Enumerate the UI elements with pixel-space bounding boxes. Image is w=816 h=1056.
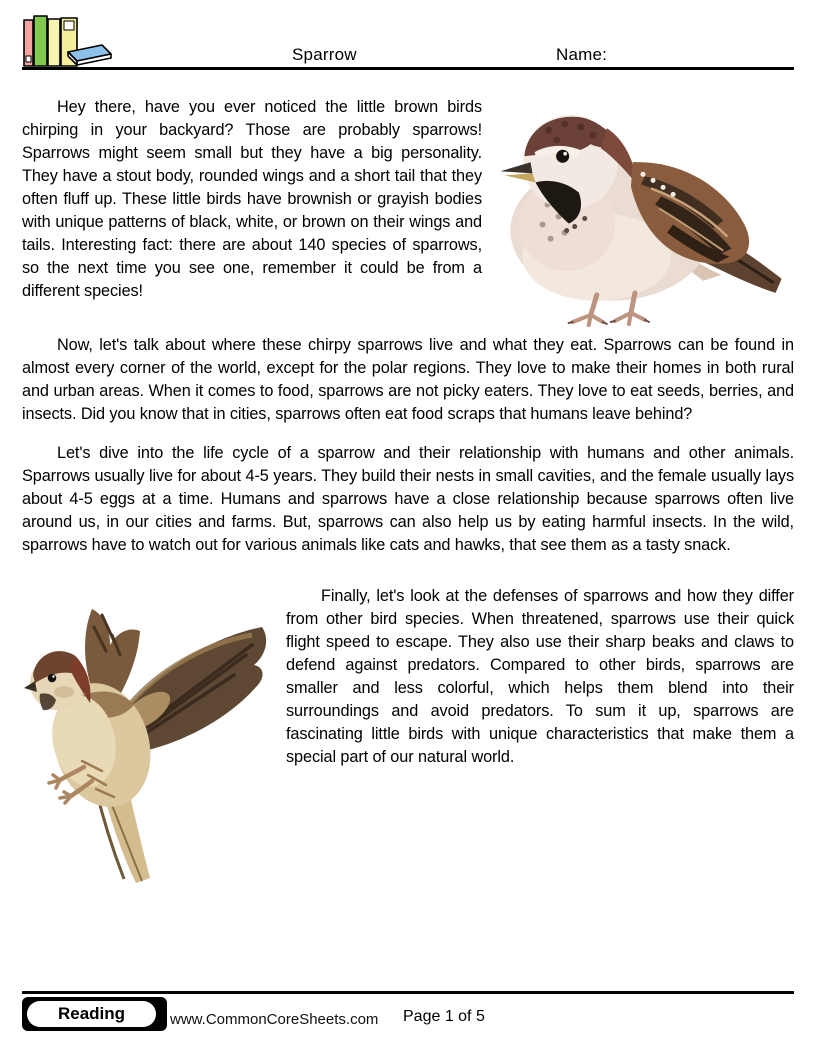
paragraph-4: Finally, let's look at the defenses of sparrows and how they differ from other bird species. When threatened, sparrows use their quick flight speed to escape. They also use their sharp beaks and claws to defend against predators. Compared to other birds, sparrows are smaller and less colorful, which helps them blend into their surroundings and avoid predators. To sum it up, sparrows are fascinating little birds with unique characteristics that make them a special part of our natural world. <box>286 587 794 766</box>
defenses-section <box>22 573 794 769</box>
books-logo-icon <box>22 12 114 68</box>
house-sparrow-standing-illustration <box>492 102 794 328</box>
house-sparrow-flying-illustration <box>22 599 274 891</box>
page-footer <box>22 991 794 1056</box>
page-title: Sparrow <box>292 45 357 64</box>
website-url: www.CommonCoreSheets.com <box>170 1011 379 1028</box>
paragraph-1: Hey there, have you ever noticed the little brown birds chirping in your backyard? Those are probably sparrows! Sparrows might seem small but they have a big personality. They have a stout body, rounded wings and a short tail that they often fluff up. These little birds have brownish or grayish bodies with unique patterns of black, white, or brown on their wings and tails. Interesting fact: there are about 140 species of sparrows, so the next time you see one, remember it could be from a different species! <box>22 98 482 300</box>
page-header <box>22 0 794 70</box>
flying-sparrow-image <box>22 599 274 891</box>
paragraph-3: Let's dive into the life cycle of a sparrow and their relationship with humans and other animals. Sparrows usually live for about 4-5 years. They build their nests in small cavities, and the female usually lays about 4-5 eggs at a time. Humans and sparrows have a close relationship because sparrows often live around us, in our cities and farms. But, sparrows can also help us by eating harmful insects. In the wild, sparrows have to watch out for various animals like cats and hawks, that see them as a tasty snack. <box>22 444 794 554</box>
page-number: Page 1 of 5 <box>403 1008 485 1025</box>
standing-sparrow-image <box>492 102 794 328</box>
intro-section <box>22 70 794 303</box>
reading-badge <box>22 997 167 1031</box>
worksheet-body <box>22 70 794 891</box>
name-label: Name: <box>556 45 608 64</box>
paragraph-2: Now, let's talk about where these chirpy sparrows live and what they eat. Sparrows can be found in almost every corner of the world, except for the polar regions. They love to make their homes in both rural and urban areas. When it comes to food, sparrows are not picky eaters. They love to eat seeds, berries, and insects. Did you know that in cities, sparrows often eat food scraps that humans leave behind? <box>22 336 794 423</box>
reading-badge-label: Reading <box>27 1001 156 1027</box>
